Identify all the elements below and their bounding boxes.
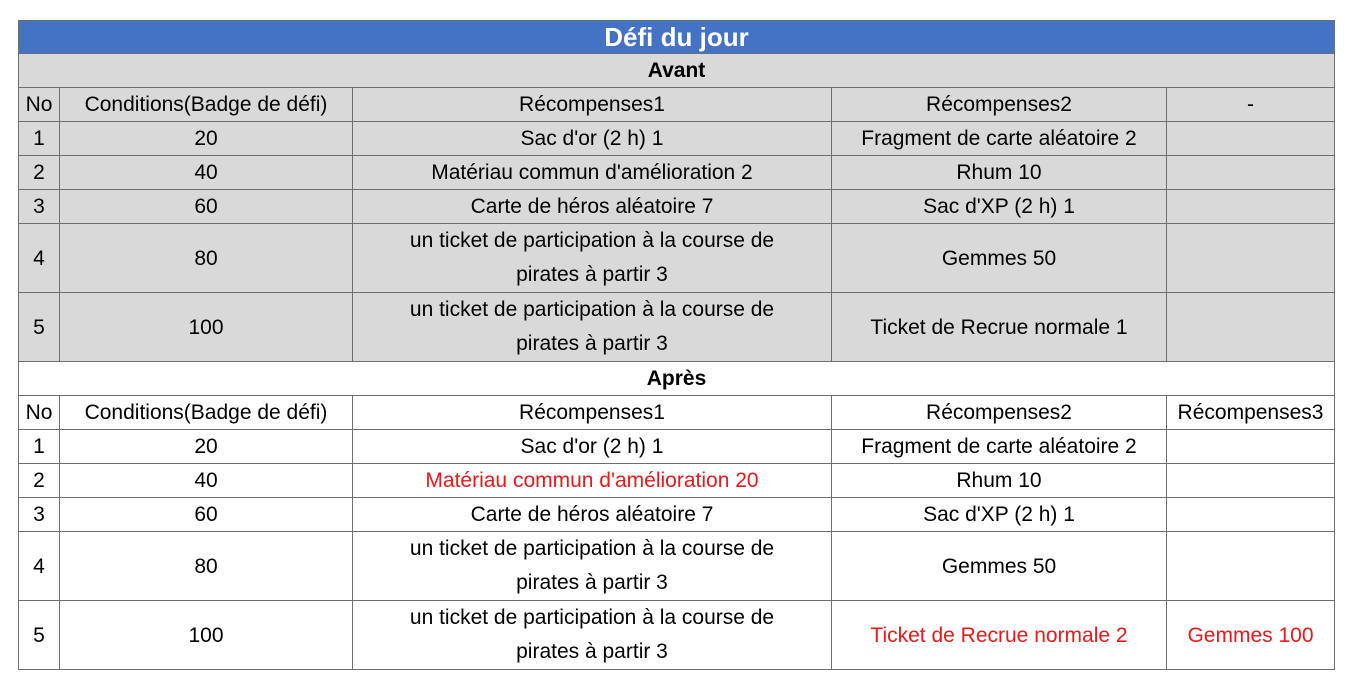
header-row <box>19 88 1335 122</box>
cell-reward2: Ticket de Recrue normale 1 <box>832 293 1167 362</box>
header-rewards3: - <box>1167 88 1335 122</box>
cell-reward3 <box>1167 293 1335 362</box>
header-rewards3: Récompenses3 <box>1167 396 1335 430</box>
cell-no: 3 <box>19 498 60 532</box>
header-rewards2: Récompenses2 <box>832 396 1167 430</box>
cell-reward3-changed: Gemmes 100 <box>1167 601 1335 670</box>
cell-condition: 40 <box>60 464 353 498</box>
table-row <box>19 498 1335 532</box>
header-conditions: Conditions(Badge de défi) <box>60 88 353 122</box>
table-row <box>19 224 1335 293</box>
cell-condition: 60 <box>60 498 353 532</box>
section-label-after: Après <box>19 362 1335 396</box>
header-no: No <box>19 396 60 430</box>
cell-reward2: Sac d'XP (2 h) 1 <box>832 190 1167 224</box>
cell-reward3 <box>1167 122 1335 156</box>
cell-reward3 <box>1167 498 1335 532</box>
cell-condition: 40 <box>60 156 353 190</box>
cell-reward2: Gemmes 50 <box>832 532 1167 601</box>
cell-condition: 100 <box>60 293 353 362</box>
cell-reward3 <box>1167 224 1335 293</box>
cell-reward2: Fragment de carte aléatoire 2 <box>832 122 1167 156</box>
cell-condition: 100 <box>60 601 353 670</box>
cell-reward2: Sac d'XP (2 h) 1 <box>832 498 1167 532</box>
cell-no: 3 <box>19 190 60 224</box>
cell-reward2: Gemmes 50 <box>832 224 1167 293</box>
cell-condition: 80 <box>60 532 353 601</box>
cell-reward2: Fragment de carte aléatoire 2 <box>832 430 1167 464</box>
section-label-before: Avant <box>19 54 1335 88</box>
cell-no: 4 <box>19 224 60 293</box>
table-row <box>19 293 1335 362</box>
cell-condition: 20 <box>60 430 353 464</box>
table-title: Défi du jour <box>19 21 1335 54</box>
table-row <box>19 601 1335 670</box>
cell-reward2-changed: Ticket de Recrue normale 2 <box>832 601 1167 670</box>
cell-no: 1 <box>19 122 60 156</box>
header-conditions: Conditions(Badge de défi) <box>60 396 353 430</box>
cell-reward1: Sac d'or (2 h) 1 <box>353 122 832 156</box>
cell-reward1: Matériau commun d'amélioration 2 <box>353 156 832 190</box>
table-row <box>19 464 1335 498</box>
cell-reward3 <box>1167 464 1335 498</box>
table-row <box>19 430 1335 464</box>
cell-condition: 20 <box>60 122 353 156</box>
cell-reward2: Rhum 10 <box>832 464 1167 498</box>
cell-no: 4 <box>19 532 60 601</box>
table-row <box>19 190 1335 224</box>
cell-reward2: Rhum 10 <box>832 156 1167 190</box>
cell-reward1: Carte de héros aléatoire 7 <box>353 190 832 224</box>
cell-reward1: un ticket de participation à la course de pirates à partir 3 <box>353 601 832 670</box>
cell-no: 2 <box>19 156 60 190</box>
cell-reward3 <box>1167 190 1335 224</box>
after-section <box>19 362 1335 670</box>
cell-reward3 <box>1167 156 1335 190</box>
cell-no: 2 <box>19 464 60 498</box>
header-row <box>19 396 1335 430</box>
cell-condition: 80 <box>60 224 353 293</box>
cell-reward1: un ticket de participation à la course de pirates à partir 3 <box>353 224 832 293</box>
cell-reward3 <box>1167 430 1335 464</box>
header-rewards1: Récompenses1 <box>353 396 832 430</box>
before-section <box>19 54 1335 362</box>
table-row <box>19 122 1335 156</box>
header-no: No <box>19 88 60 122</box>
header-rewards2: Récompenses2 <box>832 88 1167 122</box>
cell-no: 5 <box>19 293 60 362</box>
cell-reward1: un ticket de participation à la course de pirates à partir 3 <box>353 293 832 362</box>
cell-reward1-changed: Matériau commun d'amélioration 20 <box>353 464 832 498</box>
cell-reward1: Sac d'or (2 h) 1 <box>353 430 832 464</box>
header-rewards1: Récompenses1 <box>353 88 832 122</box>
cell-condition: 60 <box>60 190 353 224</box>
table-row <box>19 156 1335 190</box>
cell-reward1: Carte de héros aléatoire 7 <box>353 498 832 532</box>
cell-reward1: un ticket de participation à la course de pirates à partir 3 <box>353 532 832 601</box>
cell-no: 1 <box>19 430 60 464</box>
cell-no: 5 <box>19 601 60 670</box>
cell-reward3 <box>1167 532 1335 601</box>
table-row <box>19 532 1335 601</box>
daily-challenge-table <box>18 20 1335 670</box>
